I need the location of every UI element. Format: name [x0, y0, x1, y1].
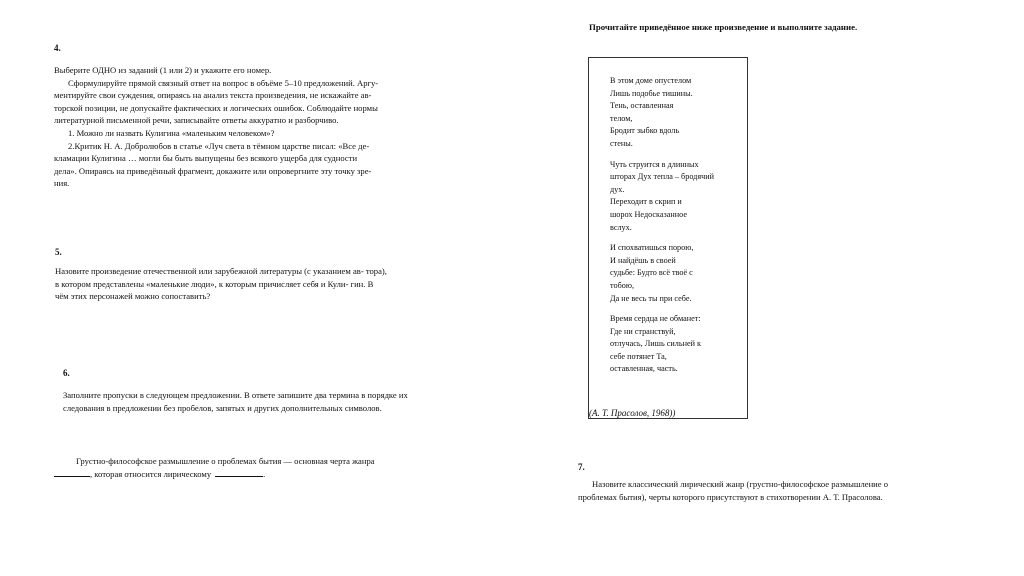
poem-line: тобою,	[610, 280, 634, 290]
task-4-line: ментируйте свои суждения, опираясь на анализ текста произведения, не искажайте ав-	[54, 90, 372, 101]
task-7-number: 7.	[578, 462, 585, 472]
task-5-number: 5.	[55, 247, 62, 257]
poem-line: шорох Недосказанное	[610, 209, 688, 219]
task-4-option-2-line: ния.	[54, 178, 70, 189]
poem-line: И спохватишься порою,	[610, 243, 694, 253]
task-4-option-2-line: 2.Критик Н. А. Добролюбов в статье «Луч света в тёмном царстве писал: «Все де-	[68, 140, 370, 151]
poem-line: отлучась, Лишь сильней к	[610, 339, 702, 349]
poem-line: себе потянет Та,	[610, 351, 667, 361]
task-7-line: Назовите классический лирический жанр (грустно-философское размышление о	[592, 479, 889, 489]
poem-text	[610, 75, 714, 384]
answer-blank-2[interactable]	[215, 476, 263, 477]
task-6-sentence-line-2	[54, 468, 314, 481]
poem-line: стены.	[610, 138, 633, 148]
poem-line: шторах Дух тепла – бродячий	[610, 172, 714, 182]
poem-line: Переходит в скрип и	[610, 197, 682, 207]
task-6-sentence-line-1: Грустно-философское размышление о проблемах бытия — основная черта жанра	[76, 456, 375, 466]
poem-line: Чуть струится в длинных	[610, 159, 699, 169]
page-header: Прочитайте приведённое ниже произведение и выполните задание.	[589, 22, 858, 32]
poem-line: Бродит зыбко вдоль	[610, 126, 680, 136]
poem-stanza-1	[610, 75, 714, 151]
poem-line: оставленная, часть.	[610, 364, 678, 374]
task-4-line: Сформулируйте прямой связный ответ на вопрос в объёме 5–10 предложений. Аргу-	[68, 77, 379, 88]
poem-line: Где ни странствуй,	[610, 326, 676, 336]
task-5-line: Назовите произведение отечественной или зарубежной литературы (с указанием ав- тора),	[55, 266, 387, 276]
poem-stanza-3	[610, 242, 714, 305]
poem-stanza-2	[610, 159, 714, 235]
poem-line: В этом доме опустелом	[610, 76, 692, 85]
task-6-number: 6.	[63, 368, 70, 378]
poem-author: (А. Т. Прасолов, 1968))	[589, 408, 676, 418]
task-5-body	[55, 265, 462, 303]
task-4-option-1: 1. Можно ли назвать Кулигина «маленьким человеком»?	[68, 127, 275, 138]
task-6-sentence-part: , которая относится лирическому	[90, 469, 212, 479]
task-7-body	[578, 478, 963, 503]
task-4-intro: Выберите ОДНО из заданий (1 или 2) и укажите его номер.	[54, 65, 272, 75]
task-5-line: в котором представлены «маленькие люди», к которым причисляет себя и Кули- гин. В	[55, 278, 374, 289]
task-5-line: чём этих персонажей можно сопоставить?	[55, 291, 211, 302]
poem-line: И найдёшь в своей	[610, 255, 676, 265]
task-4-line: торской позиции, не допускайте фактических и логических ошибок. Соблюдайте нормы	[54, 102, 378, 113]
task-6-line: следования в предложении без пробелов, запятых и других дополнительных символов.	[63, 402, 382, 413]
poem-line: судьбе: Будто всё твоё с	[610, 268, 693, 278]
answer-blank-1[interactable]	[54, 476, 90, 477]
task-4-number: 4.	[54, 43, 61, 53]
poem-line: Лишь подобье тишины.	[610, 88, 693, 98]
poem-line: вслух.	[610, 222, 632, 232]
poem-line: дух.	[610, 184, 625, 194]
task-4-option-2-line: кламации Кулигина … могли бы быть выпущены без всякого ущерба для судности	[54, 153, 358, 164]
poem-stanza-4	[610, 313, 714, 376]
poem-line: телом,	[610, 113, 633, 123]
task-6-line: Заполните пропуски в следующем предложении. В ответе запишите два термина в порядке их	[63, 390, 408, 400]
poem-box	[588, 57, 748, 419]
task-4-body	[54, 64, 456, 190]
task-4-line: литературной письменной речи, записывайте ответы аккуратно и разборчиво.	[54, 115, 339, 126]
poem-line: Да не весь ты при себе.	[610, 293, 692, 303]
task-7-line: проблемах бытия), черты которого присутствуют в стихотворении А. Т. Прасолова.	[578, 491, 883, 502]
task-6-sentence-end: .	[263, 469, 266, 479]
task-4-option-2-line: дела». Опираясь на приведённый фрагмент, докажите или опровергните эту точку зре-	[54, 165, 372, 176]
task-6-body	[63, 389, 488, 414]
poem-line: Тень, оставленная	[610, 101, 674, 111]
poem-line: Время сердца не обманет:	[610, 314, 701, 324]
